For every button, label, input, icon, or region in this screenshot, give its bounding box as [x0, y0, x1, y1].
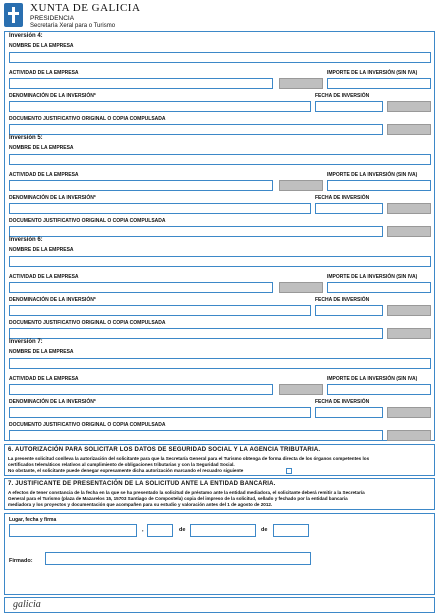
investment-denomination-field[interactable] — [9, 305, 311, 316]
company-activity-field[interactable] — [9, 282, 273, 293]
investment-denomination-label: DENOMINACIÓN DE LA INVERSIÓN* — [9, 399, 96, 405]
investment-denomination-label: DENOMINACIÓN DE LA INVERSIÓN* — [9, 93, 96, 99]
investment-date-label: FECHA DE INVERSIÓN — [315, 195, 370, 201]
gray-filler — [387, 305, 431, 316]
section-6-text-line: No obstante, el solicitante puede denegar expresamente dicha autorización marcando el recuadro siguiente — [8, 468, 244, 473]
investment-amount-field[interactable] — [327, 384, 431, 395]
company-activity-label: ACTIVIDAD DE LA EMPRESA — [9, 376, 79, 382]
place-field[interactable] — [9, 524, 137, 537]
subdepartment-name: Secretaría Xeral para o Turismo — [30, 23, 116, 29]
investment-date-field[interactable] — [315, 407, 383, 418]
investment-amount-label: IMPORTE DE LA INVERSIÓN (SIN IVA) — [327, 70, 418, 76]
section-7-title: 7. JUSTIFICANTE DE PRESENTACIÓN DE LA SOLICITUD ANTE LA ENTIDAD BANCARIA. — [8, 481, 276, 487]
investment-denomination-field[interactable] — [9, 203, 311, 214]
xunta-seal-icon — [4, 3, 23, 27]
section-7-text-line: mediadora y los proyectos y documentación que acompañen para su estudio y valoración antes del 1 de agosto de 2012. — [8, 502, 273, 507]
investment-denomination-field[interactable] — [9, 101, 311, 112]
investment-block — [5, 338, 434, 438]
investment-denomination-label: DENOMINACIÓN DE LA INVERSIÓN* — [9, 297, 96, 303]
investment-title: Inversión 4: — [9, 33, 43, 39]
gray-filler — [279, 78, 323, 89]
company-name-label: NOMBRE DE LA EMPRESA — [9, 349, 74, 355]
investments-frame — [4, 31, 435, 441]
investment-date-field[interactable] — [315, 101, 383, 112]
company-name-label: NOMBRE DE LA EMPRESA — [9, 43, 74, 49]
company-activity-field[interactable] — [9, 384, 273, 395]
gray-filler — [387, 203, 431, 214]
investment-denomination-label: DENOMINACIÓN DE LA INVERSIÓN* — [9, 195, 96, 201]
investment-amount-field[interactable] — [327, 282, 431, 293]
section-6-title: 6. AUTORIZACIÓN PARA SOLICITAR LOS DATOS DE SEGURIDAD SOCIAL Y LA AGENCIA TRIBUTARIA. — [8, 447, 321, 453]
company-name-field[interactable] — [9, 256, 431, 267]
investment-block — [5, 134, 434, 234]
investment-block — [5, 32, 434, 132]
section-7-text-line: A efectos de tener constancia de la fecha en la que se ha presentado la solicitud de préstamo ante la entidad mediadora, el solicitante deberá remitir a la Secretaría — [8, 490, 365, 495]
company-name-label: NOMBRE DE LA EMPRESA — [9, 247, 74, 253]
section-6-text-line: certificados telemáticos relativos al cumplimiento de obligaciones tributarias y con la Seguridad Social. — [8, 462, 235, 467]
signed-label: Firmado: — [9, 558, 33, 564]
investment-title: Inversión 6: — [9, 237, 43, 243]
footer — [4, 597, 435, 613]
investment-amount-label: IMPORTE DE LA INVERSIÓN (SIN IVA) — [327, 376, 418, 382]
company-activity-label: ACTIVIDAD DE LA EMPRESA — [9, 70, 79, 76]
year-field[interactable] — [273, 524, 309, 537]
gray-filler — [279, 384, 323, 395]
company-name-field[interactable] — [9, 52, 431, 63]
signature-field[interactable] — [45, 552, 311, 565]
de-separator: de — [261, 527, 268, 533]
day-field[interactable] — [147, 524, 173, 537]
section-6-text-line: La presente solicitud conlleva la autorización del solicitante para que la Secretaría General para el Turismo obtenga de forma directa de los órganos competentes los — [8, 456, 370, 461]
investment-amount-label: IMPORTE DE LA INVERSIÓN (SIN IVA) — [327, 274, 418, 280]
investment-date-label: FECHA DE INVERSIÓN — [315, 297, 370, 303]
investment-date-field[interactable] — [315, 203, 383, 214]
section-7-text-line: General para el Turismo (plaza de Mazarelos 15, 15703 Santiago de Compostela) copia del impreso de la solicitud, sellado y fechado por la entidad bancaria — [8, 496, 348, 501]
investment-date-field[interactable] — [315, 305, 383, 316]
company-activity-label: ACTIVIDAD DE LA EMPRESA — [9, 172, 79, 178]
place-date-label: Lugar, fecha y firma — [9, 517, 57, 523]
investment-amount-field[interactable] — [327, 78, 431, 89]
company-activity-label: ACTIVIDAD DE LA EMPRESA — [9, 274, 79, 280]
month-field[interactable] — [190, 524, 256, 537]
brand-name: XUNTA DE GALICIA — [30, 2, 141, 14]
investment-title: Inversión 7: — [9, 339, 43, 345]
supporting-document-label: DOCUMENTO JUSTIFICATIVO ORIGINAL O COPIA COMPULSADA — [9, 116, 166, 122]
comma-separator: , — [142, 527, 144, 533]
investment-title: Inversión 5: — [9, 135, 43, 141]
company-name-label: NOMBRE DE LA EMPRESA — [9, 145, 74, 151]
company-activity-field[interactable] — [9, 78, 273, 89]
supporting-document-label: DOCUMENTO JUSTIFICATIVO ORIGINAL O COPIA COMPULSADA — [9, 218, 166, 224]
gray-filler — [387, 101, 431, 112]
investment-amount-field[interactable] — [327, 180, 431, 191]
de-separator: de — [179, 527, 186, 533]
supporting-document-label: DOCUMENTO JUSTIFICATIVO ORIGINAL O COPIA COMPULSADA — [9, 422, 166, 428]
investment-date-label: FECHA DE INVERSIÓN — [315, 399, 370, 405]
gray-filler — [387, 430, 431, 441]
department-name: PRESIDENCIA — [30, 15, 75, 22]
section-7-bank-receipt — [4, 478, 435, 510]
investment-denomination-field[interactable] — [9, 407, 311, 418]
galicia-logo: galicia — [13, 599, 41, 610]
gray-filler — [387, 407, 431, 418]
investment-amount-label: IMPORTE DE LA INVERSIÓN (SIN IVA) — [327, 172, 418, 178]
investment-date-label: FECHA DE INVERSIÓN — [315, 93, 370, 99]
gray-filler — [279, 282, 323, 293]
header — [4, 2, 434, 32]
supporting-document-label: DOCUMENTO JUSTIFICATIVO ORIGINAL O COPIA COMPULSADA — [9, 320, 166, 326]
investment-block — [5, 236, 434, 336]
company-name-field[interactable] — [9, 358, 431, 369]
supporting-document-field[interactable] — [9, 430, 383, 441]
signature-section — [4, 513, 435, 595]
company-name-field[interactable] — [9, 154, 431, 165]
section-6-authorization — [4, 444, 435, 476]
company-activity-field[interactable] — [9, 180, 273, 191]
gray-filler — [279, 180, 323, 191]
deny-authorization-checkbox[interactable] — [286, 468, 292, 474]
